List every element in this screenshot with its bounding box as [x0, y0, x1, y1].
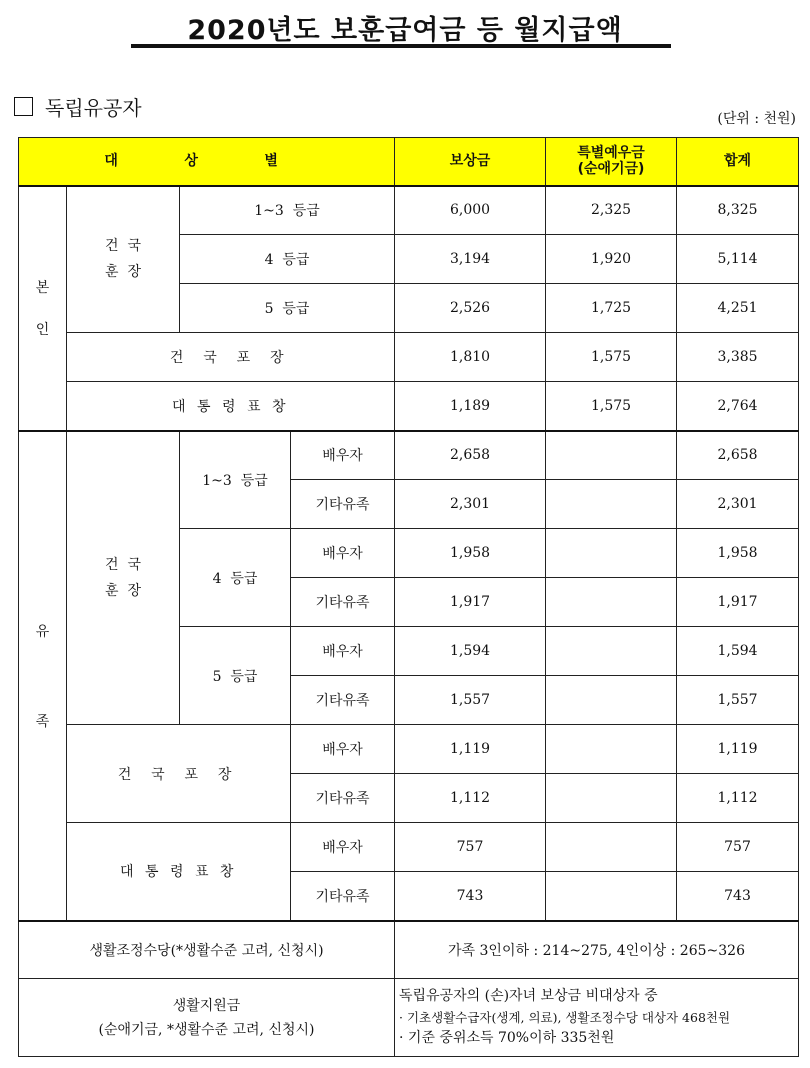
self-total: 8,325 — [677, 186, 799, 235]
family-special — [546, 823, 677, 872]
family-special — [546, 725, 677, 774]
family-order-label: 건 국 훈 장 — [67, 431, 180, 725]
self-comp: 3,194 — [395, 235, 546, 284]
benefit-table — [18, 137, 799, 1057]
family-comp: 757 — [395, 823, 546, 872]
table-row — [19, 725, 799, 774]
family-special — [546, 872, 677, 921]
header-target: 대 상 별 — [19, 138, 395, 186]
family-medal: 건 국 포 장 — [67, 725, 291, 823]
self-comp: 1,810 — [395, 333, 546, 382]
family-relation: 기타유족 — [291, 676, 395, 725]
allowance-row — [19, 921, 799, 979]
unit-label: (단위 : 천원) — [717, 111, 796, 127]
self-comp: 2,526 — [395, 284, 546, 333]
family-total: 1,112 — [677, 774, 799, 823]
family-special — [546, 774, 677, 823]
support-label: 생활지원금 (순애기금, *생활수준 고려, 신청시) — [19, 979, 395, 1057]
header-total: 합계 — [677, 138, 799, 186]
family-relation: 배우자 — [291, 725, 395, 774]
self-grade: 건 국 포 장 — [67, 333, 395, 382]
title-underline — [131, 44, 671, 48]
family-label: 유 족 — [19, 431, 67, 921]
self-special: 1,725 — [546, 284, 677, 333]
family-total: 2,301 — [677, 480, 799, 529]
family-special — [546, 627, 677, 676]
self-comp: 1,189 — [395, 382, 546, 431]
table-row — [19, 431, 799, 480]
section-heading — [14, 92, 142, 121]
self-special: 2,325 — [546, 186, 677, 235]
family-special — [546, 676, 677, 725]
family-special — [546, 529, 677, 578]
allowance-value: 가족 3인이하 : 214~275, 4인이상 : 265~326 — [395, 921, 799, 979]
family-total: 757 — [677, 823, 799, 872]
support-row — [19, 979, 799, 1057]
header-compensation: 보상금 — [395, 138, 546, 186]
family-relation: 기타유족 — [291, 578, 395, 627]
family-comp: 2,301 — [395, 480, 546, 529]
section-heading-text: 독립유공자 — [45, 96, 142, 120]
family-total: 1,119 — [677, 725, 799, 774]
table-row — [19, 186, 799, 235]
table-row — [19, 823, 799, 872]
table-row — [19, 382, 799, 431]
family-special — [546, 431, 677, 480]
family-total: 1,594 — [677, 627, 799, 676]
self-grade: 4 등급 — [180, 235, 395, 284]
family-relation: 기타유족 — [291, 774, 395, 823]
family-comp: 1,112 — [395, 774, 546, 823]
family-total: 743 — [677, 872, 799, 921]
family-total: 1,917 — [677, 578, 799, 627]
self-special: 1,575 — [546, 333, 677, 382]
family-total: 1,557 — [677, 676, 799, 725]
self-comp: 6,000 — [395, 186, 546, 235]
self-total: 3,385 — [677, 333, 799, 382]
family-comp: 2,658 — [395, 431, 546, 480]
family-relation: 기타유족 — [291, 872, 395, 921]
family-comp: 1,594 — [395, 627, 546, 676]
family-comp: 1,958 — [395, 529, 546, 578]
self-label: 본 인 — [19, 186, 67, 431]
family-special — [546, 578, 677, 627]
self-grade: 1~3 등급 — [180, 186, 395, 235]
family-comp: 1,119 — [395, 725, 546, 774]
family-relation: 배우자 — [291, 529, 395, 578]
family-comp: 743 — [395, 872, 546, 921]
family-relation: 배우자 — [291, 823, 395, 872]
family-special — [546, 480, 677, 529]
family-citation: 대 통 령 표 창 — [67, 823, 291, 921]
allowance-label: 생활조정수당(*생활수준 고려, 신청시) — [19, 921, 395, 979]
family-relation: 배우자 — [291, 627, 395, 676]
family-comp: 1,557 — [395, 676, 546, 725]
family-grade-1: 1~3 등급 — [180, 431, 291, 529]
page-title: 2020년도 보훈급여금 등 월지급액 — [187, 15, 623, 46]
support-details: 독립유공자의 (손)자녀 보상금 비대상자 중 · 기초생활수급자(생계, 의료), 생활조정수당 대상자 468천원 · 기준 중위소득 70%이하 335천원 — [395, 979, 799, 1057]
table-header-row — [19, 138, 799, 186]
self-grade: 5 등급 — [180, 284, 395, 333]
self-total: 4,251 — [677, 284, 799, 333]
family-grade-3: 5 등급 — [180, 627, 291, 725]
self-total: 5,114 — [677, 235, 799, 284]
empty-square-icon — [14, 97, 33, 116]
family-comp: 1,917 — [395, 578, 546, 627]
self-total: 2,764 — [677, 382, 799, 431]
self-order-label: 건 국 훈 장 — [67, 186, 180, 333]
family-total: 2,658 — [677, 431, 799, 480]
self-grade: 대 통 령 표 창 — [67, 382, 395, 431]
family-total: 1,958 — [677, 529, 799, 578]
table-row — [19, 333, 799, 382]
family-grade-2: 4 등급 — [180, 529, 291, 627]
self-special: 1,920 — [546, 235, 677, 284]
self-special: 1,575 — [546, 382, 677, 431]
header-special: 특별예우금 (순애기금) — [546, 138, 677, 186]
family-relation: 기타유족 — [291, 480, 395, 529]
family-relation: 배우자 — [291, 431, 395, 480]
